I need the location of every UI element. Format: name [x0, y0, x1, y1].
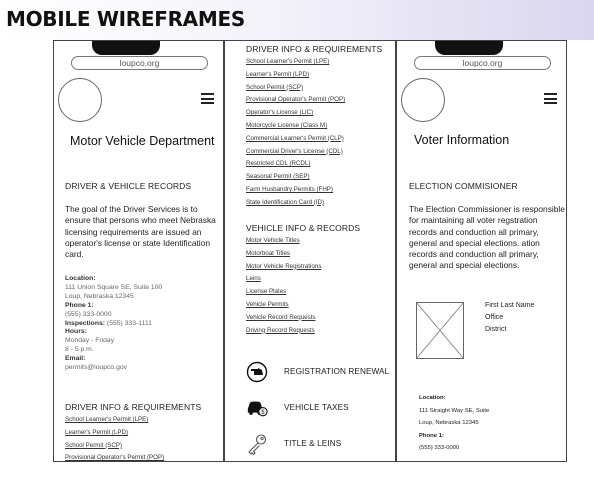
- list-item: [65, 427, 164, 440]
- vehicle-links-list: [246, 235, 321, 337]
- phone-label: Phone 1:: [65, 301, 94, 309]
- vehicle-taxes-button[interactable]: [246, 397, 391, 419]
- list-item: [246, 299, 321, 312]
- link-commercial-drivers-license[interactable]: Commercial Driver's License (CDL): [246, 147, 343, 155]
- contact-district: District: [485, 326, 507, 334]
- link-farm-husbandry-permits[interactable]: Farm Husbandry Permits (FHP): [246, 185, 333, 193]
- link-vehicle-record-requests[interactable]: Vehicle Record Requests: [246, 313, 316, 321]
- list-item: [65, 440, 164, 453]
- list-item: [246, 133, 345, 146]
- section-title-driver-info: DRIVER INFO & REQUIREMENTS: [246, 44, 383, 54]
- contact-card: [485, 300, 534, 337]
- link-license-plates[interactable]: License Plates: [246, 288, 287, 296]
- phone-notch: [435, 40, 503, 55]
- description-text: The goal of the Driver Services is to ensure that persons who meet Nebraska licensing requirements are issued an operator's license or state Identification card.: [65, 204, 216, 260]
- phone-value: (555) 333-0000: [419, 445, 460, 452]
- page-title: Voter Information: [414, 133, 510, 147]
- link-provisional-operators-permit[interactable]: Provisional Operator's Permit (POP): [65, 454, 165, 462]
- link-provisional-operators-permit[interactable]: Provisional Operator's Permit (POP): [246, 96, 346, 104]
- address-line-1: 111 Union Square SE, Suite 100: [65, 283, 163, 291]
- link-motor-vehicle-registrations[interactable]: Motor Vehicle Registrations: [246, 262, 322, 270]
- registration-renewal-label: REGISTRATION RENEWAL: [284, 367, 390, 376]
- link-school-learners-permit[interactable]: School Learner's Permit (LPE): [65, 416, 149, 423]
- link-driving-record-requests[interactable]: Driving Record Requests: [246, 326, 315, 334]
- logo-placeholder: [58, 78, 102, 122]
- list-item: [246, 197, 345, 210]
- list-item: [65, 452, 164, 462]
- hamburger-menu-icon[interactable]: [544, 93, 557, 104]
- key-icon: [246, 433, 268, 455]
- link-state-id-card[interactable]: State Identification Card (ID): [246, 198, 325, 206]
- contact-name: First Last Name: [485, 302, 535, 309]
- section-title-election-commissioner: ELECTION COMMISIONER: [409, 181, 518, 191]
- list-item: [246, 286, 321, 299]
- url-bar[interactable]: loupco.org: [414, 56, 551, 70]
- link-restricted-cdl[interactable]: Restricted CDL (RCDL): [246, 160, 311, 168]
- link-school-permit[interactable]: School Permit (SCP): [246, 83, 304, 91]
- link-operators-license[interactable]: Operator's License (LIC): [246, 109, 314, 117]
- phone-label: Phone 1:: [419, 432, 444, 439]
- location-block: [419, 392, 489, 455]
- placeholder-cross-icon: [416, 302, 464, 359]
- inspections-phone: (555) 333-1111: [105, 319, 152, 327]
- link-school-permit[interactable]: School Permit (SCP): [65, 441, 123, 449]
- vehicle-taxes-label: VEHICLE TAXES: [284, 403, 349, 412]
- hours-time: 8 - 5 p.m.: [65, 346, 94, 354]
- list-item: [246, 146, 345, 159]
- svg-text:$: $: [261, 409, 265, 416]
- image-placeholder: [416, 302, 464, 359]
- registration-renewal-button[interactable]: [246, 361, 391, 383]
- list-item: [246, 248, 321, 261]
- nebraska-map-icon: [246, 361, 268, 383]
- list-item: [246, 235, 321, 248]
- address-line-2: Loup, Nebraska 12345: [419, 420, 479, 427]
- contact-office: Office: [485, 314, 504, 322]
- link-vehicle-permits[interactable]: Vehicle Permits: [246, 300, 289, 308]
- address-line-1: 111 Straight Way SE, Suite: [419, 407, 490, 414]
- list-item: [246, 120, 345, 133]
- section-title-driver-info: DRIVER INFO & REQUIREMENTS: [65, 402, 202, 412]
- list-item: [246, 312, 321, 325]
- phone-notch: [92, 40, 160, 55]
- list-item: [246, 56, 345, 69]
- link-school-learners-permit[interactable]: School Learner's Permit (LPE): [246, 58, 330, 65]
- link-learners-permit[interactable]: Learner's Permit (LPD): [246, 70, 310, 78]
- office-info-block: [65, 275, 220, 373]
- location-label: Location:: [419, 395, 446, 401]
- list-item: [246, 273, 321, 286]
- list-item: [65, 414, 164, 427]
- link-motorboat-titles[interactable]: Motorboat Titles: [246, 249, 291, 257]
- list-item: [246, 107, 345, 120]
- list-item: [246, 325, 321, 338]
- logo-placeholder: [401, 78, 445, 122]
- list-item: [246, 94, 345, 107]
- title-leins-button[interactable]: [246, 433, 391, 455]
- hours-label: Hours:: [65, 328, 87, 336]
- wireframe-screen-voter-info: [396, 40, 567, 462]
- link-learners-permit[interactable]: Learner's Permit (LPD): [65, 428, 129, 436]
- title-leins-label: TITLE & LEINS: [284, 439, 342, 448]
- description-text: The Election Commissioner is responsible for maintaining all voter regstration records and conduction all primary, general and special elections. ation records and conduction all primary, general and special elections.: [409, 204, 565, 271]
- driver-links-list: [246, 56, 345, 210]
- list-item: [246, 171, 345, 184]
- email-value: permits@loupco.gov: [65, 364, 128, 372]
- list-item: [246, 158, 345, 171]
- url-bar[interactable]: loupco.org: [71, 56, 208, 70]
- section-title-vehicle-info: VEHICLE INFO & RECORDS: [246, 223, 361, 233]
- page-title: Motor Vehicle Department: [70, 134, 215, 148]
- location-label: Location:: [65, 275, 96, 282]
- hours-days: Monday - Friday: [65, 337, 115, 345]
- link-commercial-learners-permit[interactable]: Commercial Learner's Permit (CLP): [246, 134, 344, 142]
- list-item: [246, 184, 345, 197]
- phone-value: (555) 333-0000: [65, 310, 112, 318]
- driver-links-list: [65, 414, 164, 462]
- address-line-2: Loup, Nebraska 12345: [65, 292, 134, 300]
- wireframe-screen-driver-info: [224, 40, 396, 462]
- link-motorcycle-license[interactable]: Motorcycle License (Class M): [246, 121, 328, 129]
- email-label: Email:: [65, 355, 86, 363]
- page-heading: MOBILE WIREFRAMES: [6, 7, 245, 31]
- list-item: [246, 82, 345, 95]
- hamburger-menu-icon[interactable]: [201, 93, 214, 104]
- wireframe-screen-motor-vehicle: [53, 40, 224, 462]
- list-item: [246, 69, 345, 82]
- list-item: [246, 261, 321, 274]
- car-money-icon: [246, 397, 268, 419]
- section-title-driver-vehicle-records: DRIVER & VEHICLE RECORDS: [65, 181, 192, 191]
- inspections-label: Inspections:: [65, 319, 106, 327]
- link-leins[interactable]: Leins: [246, 275, 261, 283]
- link-motor-vehicle-titles[interactable]: Motor Vehicle Titles: [246, 237, 300, 244]
- link-seasonal-permit[interactable]: Seasonal Permit (SEP): [246, 173, 310, 181]
